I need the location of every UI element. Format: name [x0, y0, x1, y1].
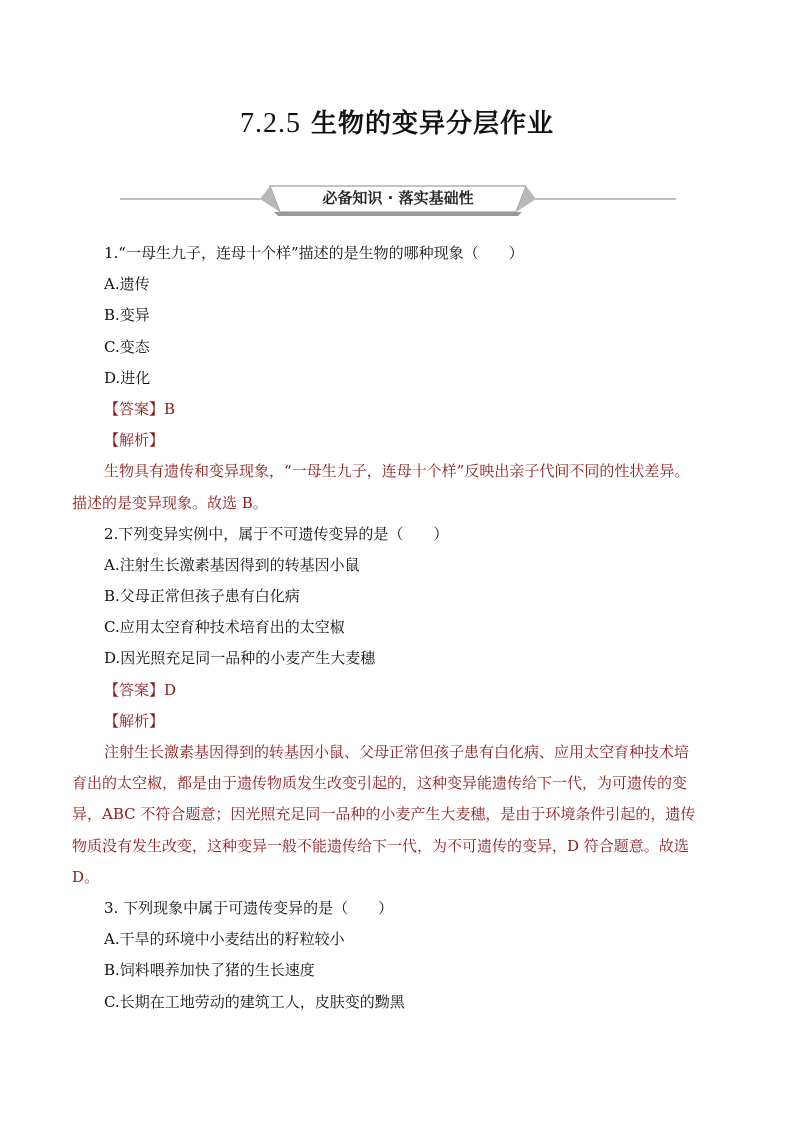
- q1-answer: 【答案】B: [104, 399, 176, 418]
- q3-option-b: B.饲料喂养加快了猪的生长速度: [104, 961, 315, 980]
- q1-analysis-line: 生物具有遗传和变异现象，“一母生九子，连母十个样”反映出亲子代间不同的性状差异。: [104, 462, 690, 481]
- banner-label: 必备知识 · 落实基础性: [322, 189, 474, 207]
- q2-analysis-line: 注射生长激素基因得到的转基因小鼠、父母正常但孩子患有白化病、应用太空育种技术培: [104, 743, 690, 761]
- question-list: [72, 238, 732, 1018]
- q2-option-c: C.应用太空育种技术培育出的太空椒: [104, 618, 345, 637]
- q1-option-c: C.变态: [104, 337, 150, 356]
- page-title: [0, 103, 794, 140]
- q2-option-b: B.父母正常但孩子患有白化病: [104, 587, 300, 606]
- q3-stem: 3. 下列现象中属于可遗传变异的是（ ）: [104, 898, 394, 917]
- q3-option-c: C.长期在工地劳动的建筑工人，皮肤变的黝黑: [104, 992, 405, 1011]
- q2-stem: 2.下列变异实例中，属于不可遗传变异的是（ ）: [104, 524, 449, 543]
- q2-option-d: D.因光照充足同一品种的小麦产生大麦穗: [104, 649, 376, 668]
- title-number: 7.2.5: [239, 108, 301, 139]
- title-text: 生物的变异分层作业: [311, 109, 555, 139]
- q3-option-a: A.干旱的环境中小麦结出的籽粒较小: [104, 930, 345, 949]
- q1-analysis-line: 描述的是变异现象。故选 B。: [72, 493, 268, 512]
- q1-option-d: D.进化: [104, 368, 151, 387]
- q2-analysis-label: 【解析】: [104, 711, 165, 730]
- q1-analysis-label: 【解析】: [104, 431, 165, 450]
- q2-answer: 【答案】D: [104, 680, 177, 699]
- q2-analysis-line: 异，ABC 不符合题意；因光照充足同一品种的小麦产生大麦穗，是由于环境条件引起的，遗传: [72, 805, 696, 824]
- q2-analysis-line: 物质没有发生改变，这种变异一般不能遗传给下一代，为不可遗传的变异，D 符合题意。故选: [72, 836, 689, 855]
- q2-analysis-line: 育出的太空椒，都是由于遗传物质发生改变引起的，这种变异能遗传给下一代，为可遗传的变: [72, 774, 688, 793]
- q1-option-a: A.遗传: [104, 275, 150, 294]
- q1-stem: 1.“一母生九子，连母十个样”描述的是生物的哪种现象（ ）: [104, 244, 524, 262]
- q2-option-a: A.注射生长激素基因得到的转基因小鼠: [104, 555, 360, 574]
- section-banner: [120, 182, 676, 216]
- q1-option-b: B.变异: [104, 306, 150, 325]
- q2-analysis-line: D。: [72, 867, 100, 886]
